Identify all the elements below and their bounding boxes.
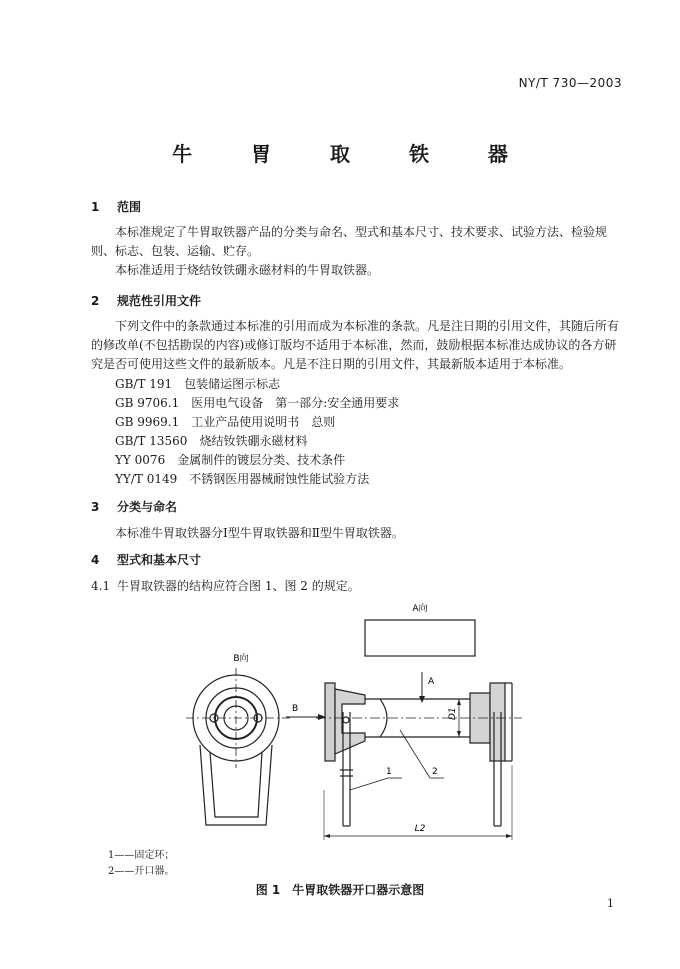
figure-caption: 图 1 牛胃取铁器开口器示意图 [255,883,425,897]
section-2-heading [91,292,201,309]
section-number: 4 [91,553,100,567]
section-4-heading [91,551,201,568]
page-number: 1 [607,897,614,910]
section-title: 分类与命名 [117,500,178,514]
view-a-label: A向 [412,604,428,614]
reference-item: GB 9969.1 工业产品使用说明书 总则 [115,415,336,429]
svg-text:L2: L2 [414,824,426,834]
clause-4-1 [91,577,360,594]
clause-number: 4.1 [91,579,111,593]
paragraph: 下列文件中的条款通过本标准的引用而成为本标准的条款。凡是注日期的引用文件，其随后所有的修改单(不包括勘误的内容)或修订版均不适用于本标准，然而，鼓励根据本标准达成协议的各方研究是否可使用这些文件的最新版本。凡是不注日期的引用文件，其最新版本适用于本标准。 [91,319,620,371]
svg-text:A: A [428,677,435,687]
arrow-a [419,672,435,703]
callout-1 [350,767,402,790]
svg-text:2: 2 [432,767,438,777]
section-title: 规范性引用文件 [117,294,202,308]
svg-text:B: B [292,704,299,714]
legend-item: 1——固定环； [108,850,175,861]
paragraph: 本标准牛胃取铁器分Ⅰ型牛胃取铁器和Ⅱ型牛胃取铁器。 [115,526,404,540]
page-title: 牛 胃 取 铁 器 [172,142,534,166]
front-view [316,683,522,826]
reference-item: GB/T 13560 烧结钕铁硼永磁材料 [115,434,308,448]
reference-item: YY/T 0149 不锈钢医用器械耐蚀性能试验方法 [115,472,370,486]
section-number: 3 [91,500,100,514]
standard-code: NY/T 730—2003 [518,76,622,90]
view-b-label: B向 [233,654,249,664]
reference-item: YY 0076 金属制件的镀层分类、技术条件 [115,453,346,467]
paragraph: 本标准适用于烧结钕铁硼永磁材料的牛胃取铁器。 [115,263,380,277]
paragraph: 本标准规定了牛胃取铁器产品的分类与命名、型式和基本尺寸、技术要求、试验方法、检验规则、标志、包装、运输、贮存。 [91,225,608,258]
section-3-heading [91,498,177,515]
clause-text: 牛胃取铁器的结构应符合图 1、图 2 的规定。 [117,579,360,593]
section-number: 2 [91,294,100,308]
reference-item: GB 9706.1 医用电气设备 第一部分:安全通用要求 [115,396,400,410]
section-number: 1 [91,200,100,214]
section-title: 型式和基本尺寸 [117,553,202,567]
legend-item: 2——开口器。 [108,866,175,877]
section-1-heading [91,198,141,215]
svg-text:D1: D1 [448,707,458,720]
section-title: 范围 [117,200,142,214]
figure-1-drawing [0,595,680,845]
svg-text:1: 1 [386,767,392,777]
reference-item: GB/T 191 包装储运图示标志 [115,377,281,391]
side-view-b [186,668,290,825]
dimension-d1 [448,699,461,737]
view-a-box [365,620,475,656]
